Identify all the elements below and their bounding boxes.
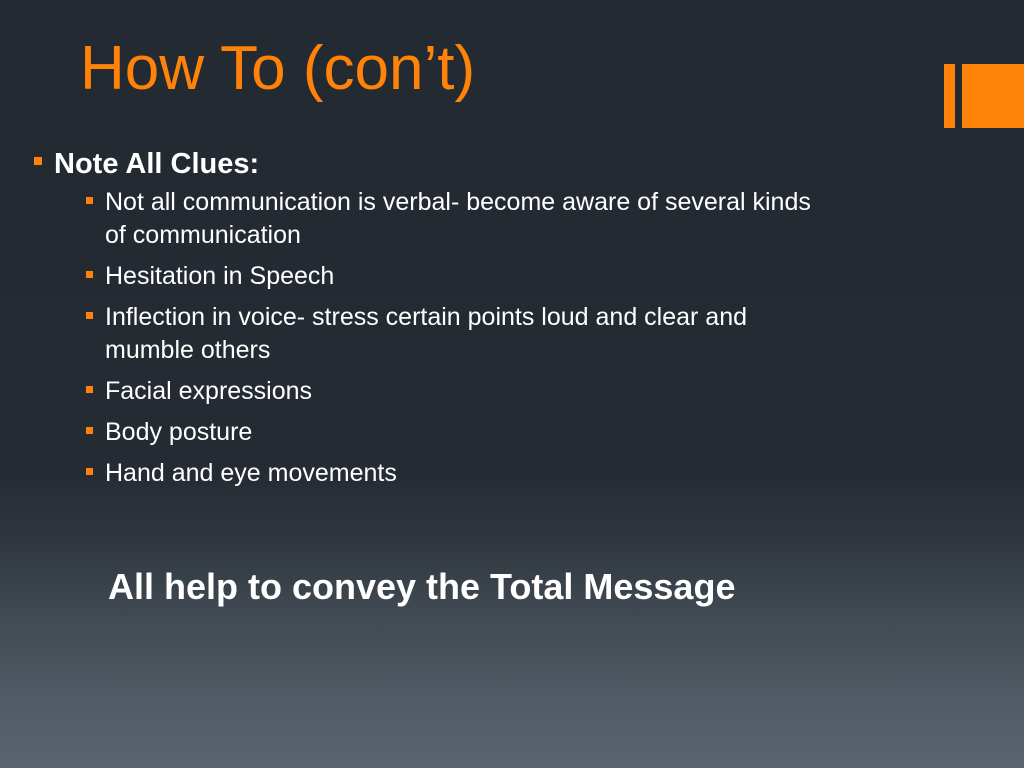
sub-bullet-item [86, 186, 814, 252]
slide-title: How To (con’t) [80, 34, 476, 103]
square-bullet-icon [86, 312, 93, 319]
sub-bullet-text: Inflection in voice- stress certain points loud and clear and mumble others [105, 303, 748, 364]
sub-bullet-text: Not all communication is verbal- become aware of several kinds of communication [105, 188, 811, 249]
sub-bullet-item [86, 260, 814, 293]
sub-bullet-item [86, 416, 814, 449]
bullet-content [34, 146, 814, 498]
sub-bullet-text: Hand and eye movements [105, 459, 397, 487]
square-bullet-icon [86, 468, 93, 475]
square-bullet-icon [86, 427, 93, 434]
sub-bullet-list [86, 186, 814, 490]
accent-bars-logo [944, 64, 1024, 128]
summary-text: All help to convey the Total Message [108, 566, 736, 607]
sub-bullet-text: Hesitation in Speech [105, 262, 335, 290]
square-bullet-icon [86, 271, 93, 278]
main-bullet-text: Note All Clues: [54, 148, 260, 180]
sub-bullet-item [86, 301, 814, 367]
accent-bar-thin [944, 64, 955, 128]
sub-bullet-item [86, 457, 814, 490]
sub-bullet-item [86, 375, 814, 408]
accent-bar-wide [962, 64, 1024, 128]
sub-bullet-text: Facial expressions [105, 377, 313, 405]
main-bullet [34, 146, 814, 182]
sub-bullet-text: Body posture [105, 418, 253, 446]
square-bullet-icon [86, 197, 93, 204]
square-bullet-icon [34, 157, 42, 165]
square-bullet-icon [86, 386, 93, 393]
